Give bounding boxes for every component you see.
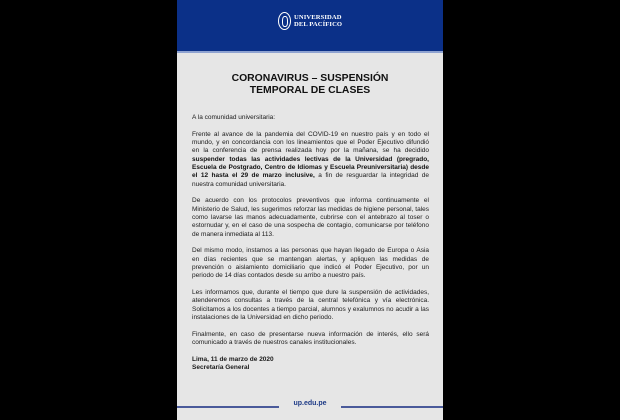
date-line: Lima, 11 de marzo de 2020 [192,355,274,363]
signature-block [192,356,429,373]
document-body [192,114,429,372]
footer-divider-right [341,406,443,408]
announcement-page [177,0,443,420]
paragraph-5: Finalmente, en caso de presentarse nueva información de interés, ello será comunicado a través de nuestros canales institucionales. [192,330,429,347]
paragraph-1 [192,131,429,189]
paragraph-4: Les informamos que, durante el tiempo que dure la suspensión de actividades, atenderemos consultas a través de la central telefónica y vía electrónica. Solicitamos a los docentes a tiempo parcial, alumnos y exalumnos no acudir a las instalaciones de la Universidad en dicho periodo. [192,289,429,321]
paragraph-1-start: Frente al avance de la pandemia del COVID-19 en nuestro país y en todo el mundo, y en concordancia con los lineamientos que el Poder Ejecutivo difundió en la conferencia de prensa realizada hoy por la mañana, se ha decidido [192,130,429,155]
document-title [177,73,443,96]
salutation: A la comunidad universitaria: [192,114,276,121]
paragraph-2: De acuerdo con los protocolos preventivos que informa continuamente el Ministerio de Salud, les sugerimos reforzar las medidas de higiene personal, tales como lavarse las manos adecuadamente, cubrirse con el antebrazo al toser o estornudar y, en el caso de una sospecha de contagio, comunicarse por teléfono de manera inmediata al 113. [192,197,429,238]
logo-line-2: DEL PACÍFICO [294,21,343,28]
logo-wordmark [294,14,342,28]
university-seal-icon [278,12,291,30]
title-line-2: TEMPORAL DE CLASES [249,84,371,96]
paragraph-3: Del mismo modo, instamos a las personas que hayan llegado de Europa o Asia en días recientes que se mantengan alertas, y apliquen las medidas de prevención o aislamiento domiciliario que indicó el Poder Ejecutivo, por un periodo de 14 días contados desde su arribo a nuestro país. [192,247,429,280]
logo-line-1: UNIVERSIDAD [294,14,342,21]
university-logo [278,12,342,30]
paragraph-1-bold: suspender todas las actividades lectivas de la Universidad (pregrado, Escuela de Postgrado, Centro de Idiomas y Escuela Preuniversitaria) desde el 12 hasta el 29 de marzo inclusive, [192,155,429,180]
paragraph-1-end: a fin de resguardar la integridad de nuestra comunidad universitaria. [192,172,429,188]
header-banner [177,0,443,53]
footer-url-link[interactable]: up.edu.pe [293,400,327,407]
title-line-1: CORONAVIRUS – SUSPENSIÓN [231,73,389,84]
signatory: Secretaría General [192,364,250,372]
